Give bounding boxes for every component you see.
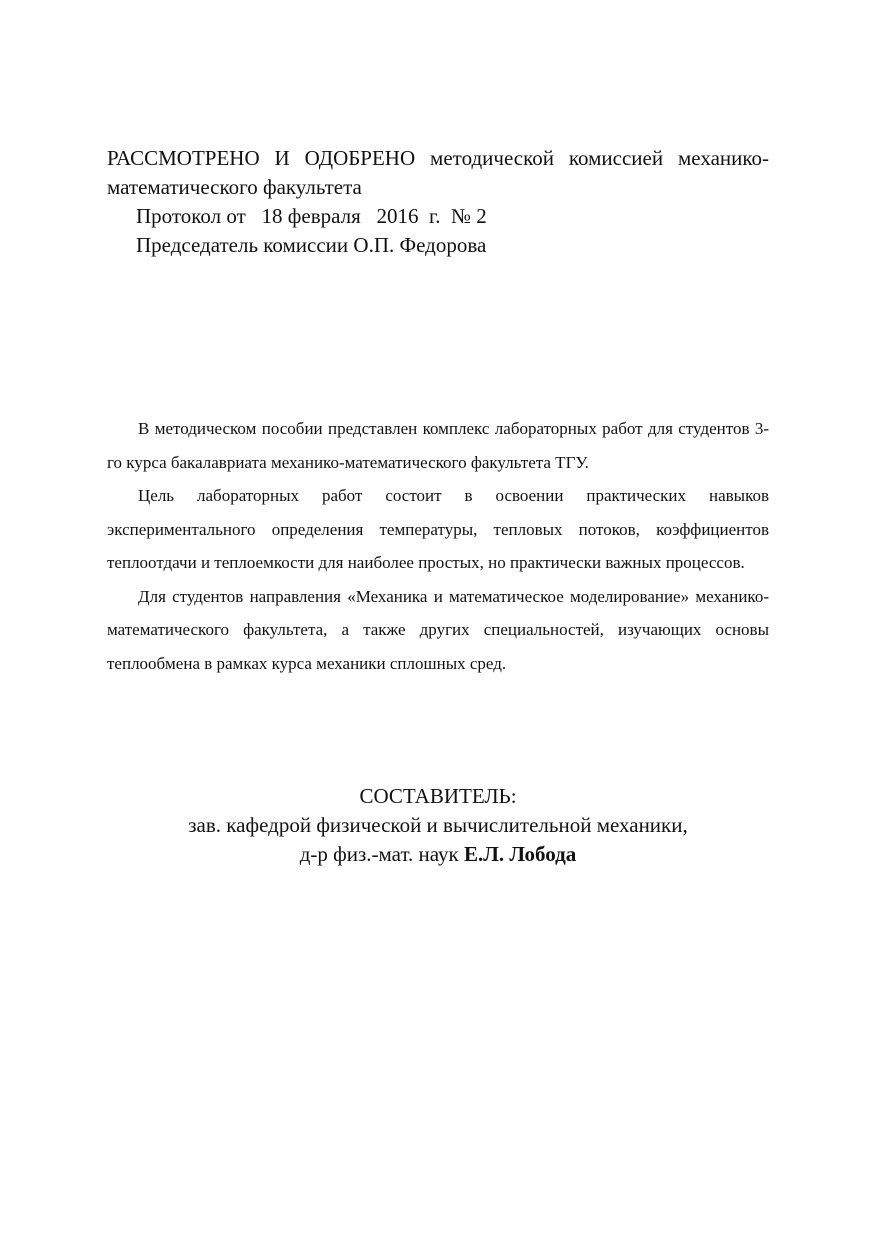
abstract-paragraph: Для студентов направления «Механика и математическое моделирование» механико-математического факультета, а также других специальностей, изучающих основы теплообмена в рамках курса механики сплошных сред. — [107, 586, 769, 673]
compiler-heading: СОСТАВИТЕЛЬ: — [359, 784, 517, 808]
abstract-block — [107, 412, 769, 680]
compiler-block — [107, 782, 769, 869]
compiler-position: зав. кафедрой физической и вычислительной механики, — [188, 813, 688, 837]
compiler-degree: д-р физ.-мат. наук — [299, 842, 464, 866]
approval-block — [107, 144, 769, 260]
approval-commission: методической комиссией механико-математического факультета — [107, 146, 769, 199]
approval-statement — [107, 144, 769, 202]
compiler-credit — [107, 840, 769, 869]
approval-caps: РАССМОТРЕНО И ОДОБРЕНО — [107, 146, 416, 170]
chairman-line: Председатель комиссии О.П. Федорова — [136, 233, 487, 257]
compiler-author: Е.Л. Лобода — [464, 842, 577, 866]
protocol-line: Протокол от 18 февраля 2016 г. № 2 — [136, 204, 487, 228]
abstract-paragraph: В методическом пособии представлен комплекс лабораторных работ для студентов 3-го курса бакалавриата механико-математического факультета ТГУ. — [107, 419, 769, 472]
abstract-paragraph: Цель лабораторных работ состоит в освоении практических навыков экспериментального определения температуры, тепловых потоков, коэффициентов теплоотдачи и теплоемкости для наиболее простых, но практически важных процессов. — [107, 486, 769, 572]
